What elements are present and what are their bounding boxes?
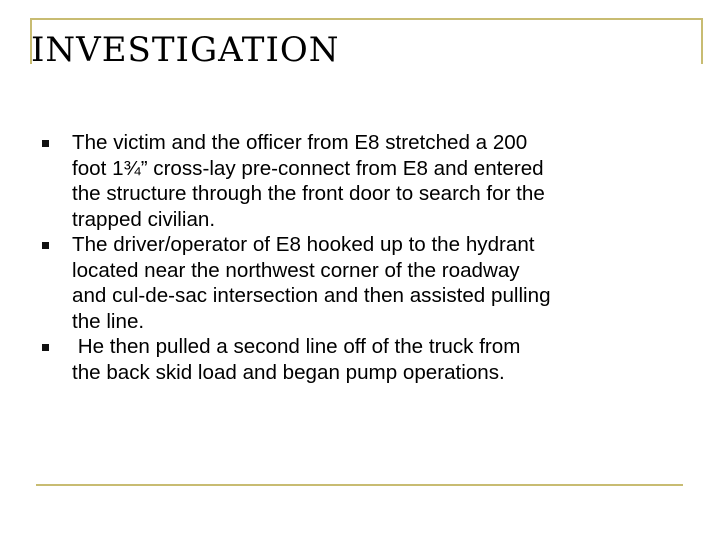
bullet-list — [42, 130, 682, 385]
square-bullet-icon — [42, 140, 49, 147]
bullet-line: foot 1¾” cross-lay pre-connect from E8 and entered — [72, 156, 544, 180]
bullet-line: and cul-de-sac intersection and then assisted pulling — [72, 284, 551, 307]
bullet-line: the structure through the front door to search for the — [72, 182, 545, 205]
bullet-item — [42, 232, 682, 334]
bullet-line: the back skid load and began pump operations. — [72, 360, 505, 384]
bullet-item — [42, 334, 682, 385]
right-rule — [701, 18, 703, 64]
square-bullet-icon — [42, 242, 49, 249]
bullet-line: the line. — [72, 309, 145, 333]
bullet-line: located near the northwest corner of the roadway — [72, 258, 520, 282]
bullet-item — [42, 130, 682, 232]
bottom-rule — [36, 484, 683, 486]
square-bullet-icon — [42, 344, 49, 351]
top-rule — [30, 18, 703, 20]
slide-title: INVESTIGATION — [31, 30, 340, 70]
bullet-line: He then pulled a second line off of the truck from — [72, 335, 521, 358]
bullet-line: The victim and the officer from E8 stretched a 200 — [72, 131, 528, 154]
bullet-line: trapped civilian. — [72, 207, 216, 231]
bullet-line: The driver/operator of E8 hooked up to the hydrant — [72, 233, 535, 256]
